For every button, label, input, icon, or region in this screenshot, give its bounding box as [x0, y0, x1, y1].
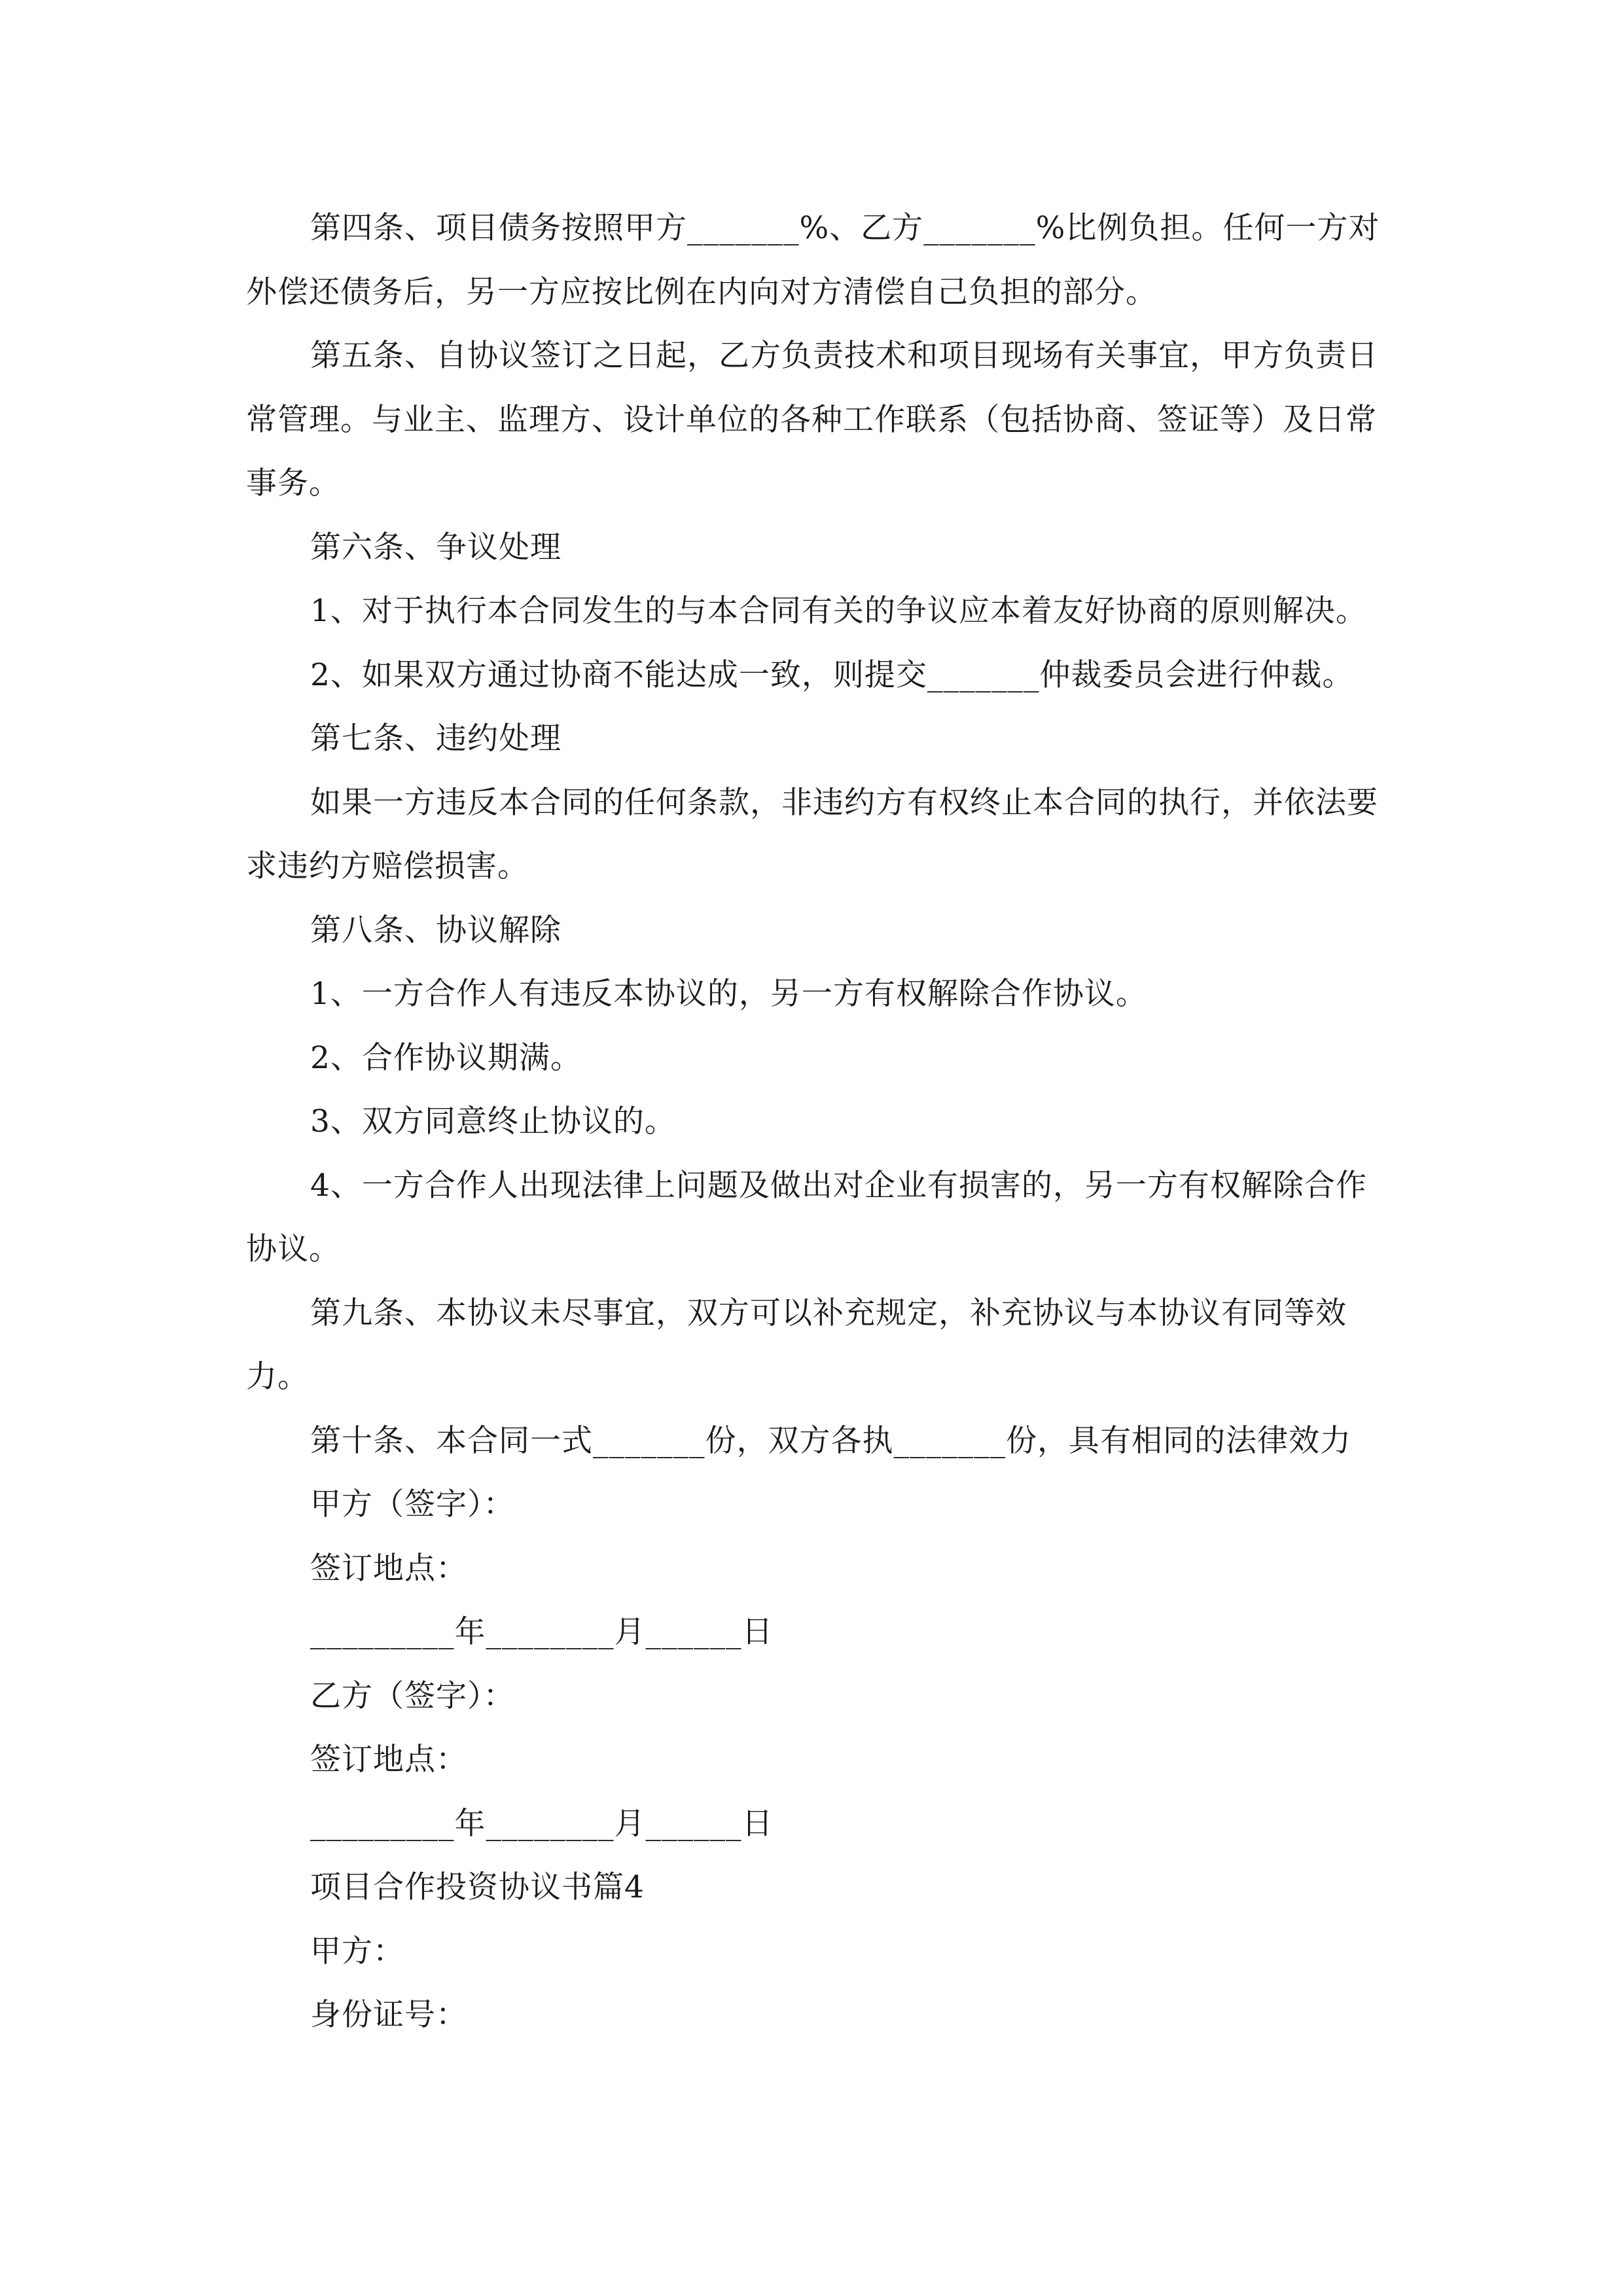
clause-6-item-1: 1、对于执行本合同发生的与本合同有关的争议应本着友好协商的原则解决。 [310, 593, 1367, 629]
id-number-label: 身份证号： [310, 1997, 467, 2033]
party-a-date: _________年________月______日 [310, 1614, 774, 1650]
clause-6-item-2: 2、如果双方通过协商不能达成一致，则提交_______仲裁委员会进行仲裁。 [310, 656, 1354, 693]
clause-5-responsibilities: 第五条、自协议签订之日起，乙方负责技术和项目现场有关事宜，甲方负责日常管理。与业主、监理方、设计单位的各种工作联系（包括协商、签证等）及日常事务。 [246, 338, 1378, 501]
party-b-signing-place: 签订地点： [310, 1742, 467, 1778]
party-b-date: _________年________月______日 [310, 1805, 774, 1842]
document-body [246, 196, 1398, 2047]
party-b-signature: 乙方（签字）： [310, 1677, 515, 1714]
clause-8-item-3: 3、双方同意终止协议的。 [310, 1103, 676, 1139]
clause-7-heading: 第七条、违约处理 [310, 721, 562, 757]
party-a-signing-place: 签订地点： [310, 1550, 467, 1587]
clause-4-debt: 第四条、项目债务按照甲方_______%、乙方_______%比例负担。任何一方对外偿还债务后，另一方应按比例在内向对方清偿自己负担的部分。 [246, 210, 1380, 310]
party-a-label: 甲方： [310, 1933, 404, 1969]
clause-10-copies: 第十条、本合同一式_______份，双方各执_______份，具有相同的法律效力 [310, 1422, 1351, 1459]
party-a-signature: 甲方（签字）： [310, 1486, 515, 1522]
clause-8-item-1: 1、一方合作人有违反本协议的，另一方有权解除合作协议。 [310, 976, 1147, 1012]
clause-8-item-4: 4、一方合作人出现法律上问题及做出对企业有损害的，另一方有权解除合作协议。 [246, 1167, 1367, 1267]
clause-8-item-2: 2、合作协议期满。 [310, 1039, 582, 1076]
clause-9-supplement: 第九条、本协议未尽事宜，双方可以补充规定，补充协议与本协议有同等效力。 [246, 1295, 1347, 1395]
section-title: 项目合作投资协议书篇4 [310, 1869, 645, 1905]
clause-7-text: 如果一方违反本合同的任何条款，非违约方有权终止本合同的执行，并依法要求违约方赔偿损害。 [246, 784, 1378, 884]
clause-6-heading: 第六条、争议处理 [310, 529, 562, 565]
clause-8-heading: 第八条、协议解除 [310, 912, 562, 948]
